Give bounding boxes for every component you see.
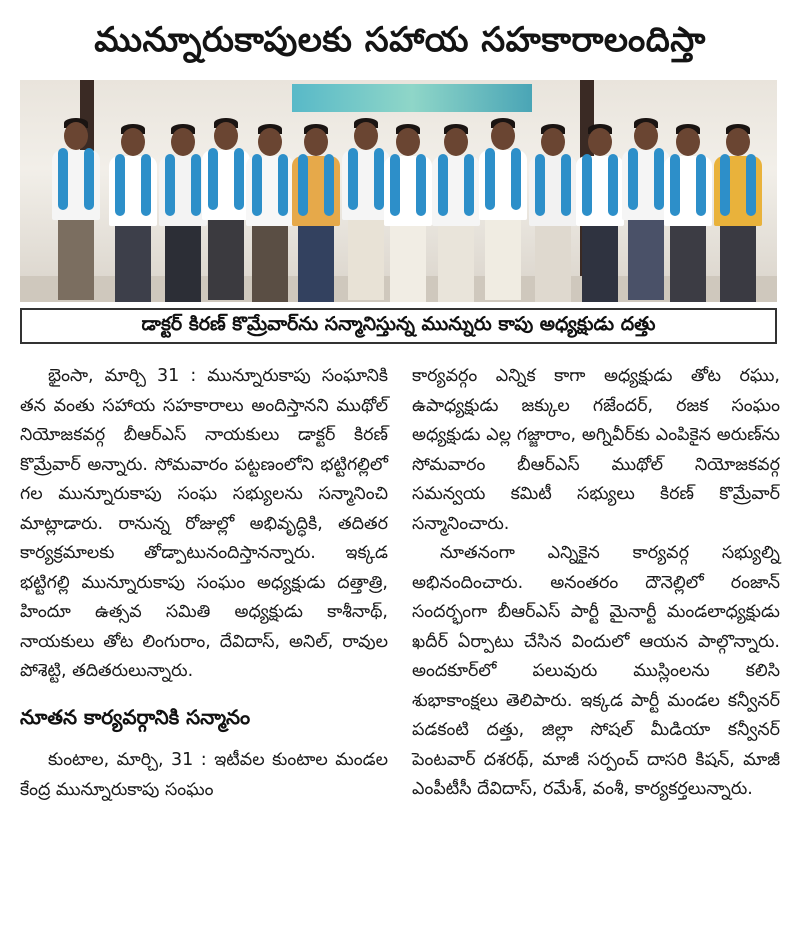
person-scarf (84, 148, 94, 210)
person-scarf (511, 148, 521, 210)
person-scarf (746, 154, 756, 216)
person-legs (438, 226, 474, 302)
person-legs (390, 226, 426, 302)
person-head (354, 122, 378, 150)
photo-person (710, 112, 766, 302)
news-photo (20, 80, 777, 302)
photo-person (288, 112, 344, 302)
person-legs (115, 226, 151, 302)
column-left (20, 362, 388, 805)
photo-caption: డాక్టర్ కిరణ్ కొమ్రేవార్‌ను సన్మానిస్తున్న మున్నురు కాపు అధ్యక్షుడు దత్తు (20, 308, 777, 344)
person-head (491, 122, 515, 150)
person-legs (628, 220, 664, 300)
person-scarf (720, 154, 730, 216)
person-scarf (628, 148, 638, 210)
person-legs (208, 220, 244, 300)
person-legs (252, 226, 288, 302)
story2-body-continued: కార్యవర్గం ఎన్నిక కాగా అధ్యక్షుడు తోట రఘు, ఉపాధ్యక్షుడు జక్కుల గజేందర్, రజక సంఘం అధ్యక్షుడు ఎల్ల గజ్జారాం, అగ్నివీర్‌కు ఎంపికైన అరుణ్‌ను సోమవారం బీఆర్ఎస్ ముథోల్ నియోజకవర్గ సమన్వయ కమిటీ సభ్యులు కిరణ్ కొమ్రేవార్ సన్మానించారు. (412, 366, 780, 534)
person-scarf (252, 154, 262, 216)
person-scarf (582, 154, 592, 216)
person-head (304, 128, 328, 156)
person-head (64, 122, 88, 150)
person-head (121, 128, 145, 156)
person-head (726, 128, 750, 156)
photo-person (48, 106, 104, 302)
column-right (412, 362, 780, 805)
person-scarf (535, 154, 545, 216)
person-scarf (390, 154, 400, 216)
person-head (258, 128, 282, 156)
person-scarf (670, 154, 680, 216)
person-head (676, 128, 700, 156)
story2-body-paragraph2: నూతనంగా ఎన్నికైన కార్యవర్గ సభ్యుల్ని అభినందించారు. అనంతరం దౌనెల్లిలో రంజాన్ సందర్భంగా బీఆర్ఎస్ పార్టీ మైనార్టీ మండలాధ్యక్షుడు ఖదీర్ ఏర్పాటు చేసిన విందులో ఆయన పాల్గొన్నారు. అందకూర్‌లో పలువురు ముస్లింలను కలిసి శుభాకాంక్షలు తెలిపారు. ఇక్కడ పార్టీ మండల కన్వీనర్ పడకంటి దత్తు, జిల్లా సోషల్ మీడియా కన్వీనర్ పెంటవార్ దశరథ్, మాజీ సర్పంచ్ దాసరి కిషన్, మాజీ ఎంపీటీసీ దేవిదాస్, రమేశ్, వంశీ, కార్యకర్తలున్నారు. (412, 543, 780, 799)
headline: మున్నూరుకాపులకు సహాయ సహకారాలందిస్తా (94, 20, 706, 60)
person-head (396, 128, 420, 156)
person-scarf (438, 154, 448, 216)
person-legs (720, 226, 756, 302)
person-head (634, 122, 658, 150)
person-scarf (58, 148, 68, 210)
person-legs (58, 220, 94, 300)
story1-body: భైంసా, మార్చి 31 : మున్నూరుకాపు సంఘానికి తన వంతు సహాయ సహకారాలు అందిస్తానని ముథోల్ నియోజకవర్గ బీఆర్ఎస్ నాయకులు డాక్టర్ కిరణ్ కొమ్రేవార్ అన్నారు. సోమవారం పట్టణంలోని భట్టిగల్లిలో గల మున్నూరుకాపు సంఘ సభ్యులను సన్మానించి మాట్లాడారు. రానున్న రోజుల్లో అభివృద్ధికి, తదితర కార్యక్రమాలకు తోడ్పాటునందిస్తానన్నారు. ఇక్కడ భట్టిగల్లి మున్నూరుకాపు సంఘం అధ్యక్షుడు దత్తాత్రి, హిందూ ఉత్సవ సమితి అధ్యక్షుడు కాశీనాథ్, నాయకులు తోట లింగురాం, దేవిదాస్, అనిల్, రావుల పోశెట్టి, తదితరులున్నారు. (20, 366, 388, 681)
person-head (588, 128, 612, 156)
person-scarf (298, 154, 308, 216)
person-scarf (141, 154, 151, 216)
person-scarf (696, 154, 706, 216)
person-scarf (608, 154, 618, 216)
person-legs (670, 226, 706, 302)
photo-person (105, 112, 161, 302)
person-scarf (485, 148, 495, 210)
story2-subhead: నూతన కార్యవర్గానికి సన్మానం (20, 704, 251, 729)
person-legs (165, 226, 201, 302)
person-head (444, 128, 468, 156)
person-legs (348, 220, 384, 300)
person-head (214, 122, 238, 150)
person-scarf (324, 154, 334, 216)
person-scarf (115, 154, 125, 216)
person-scarf (464, 154, 474, 216)
person-scarf (561, 154, 571, 216)
person-scarf (348, 148, 358, 210)
photo-person (475, 106, 531, 302)
photo-person (660, 112, 716, 302)
person-legs (485, 220, 521, 300)
person-scarf (416, 154, 426, 216)
person-scarf (165, 154, 175, 216)
person-legs (298, 226, 334, 302)
person-legs (582, 226, 618, 302)
person-head (171, 128, 195, 156)
person-scarf (208, 148, 218, 210)
person-head (541, 128, 565, 156)
person-legs (535, 226, 571, 302)
story2-body-start: కుంటాల, మార్చి, 31 : ఇటీవల కుంటాల మండల కేంద్ర మున్నూరుకాపు సంఘం (20, 750, 388, 800)
person-scarf (278, 154, 288, 216)
